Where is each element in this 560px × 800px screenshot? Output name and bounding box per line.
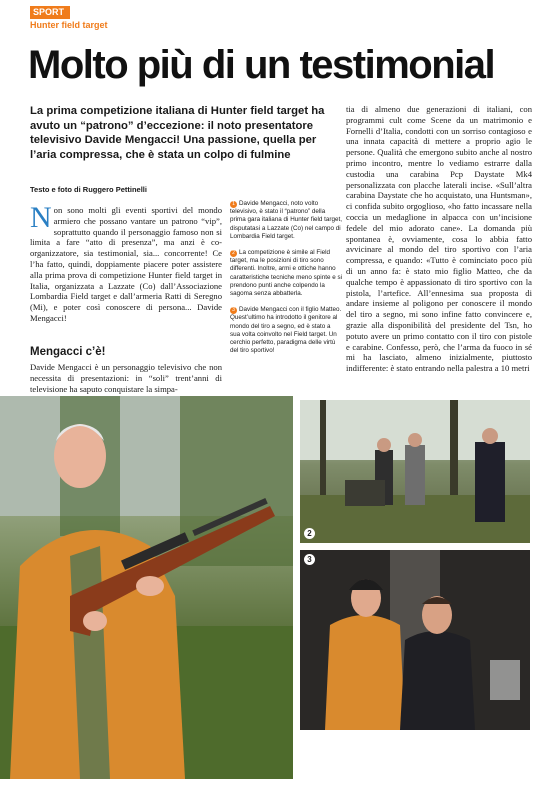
column-1-body: Davide Mengacci è un personaggio televisivo che non necessita di presentazioni: in “soli” trent’anni di televisione ha saputo conquistare la simpa- (30, 362, 222, 394)
caption-number: 2 (230, 250, 237, 257)
intro-paragraph: on sono molti gli eventi sportivi del mondo armiero che possano vantare un patrono “vip”, soprattutto quando il personaggio famoso non si limita a fare “atto di presenza”, ma anzi è co-organizzatore, sia testimonial, sia... concorrente! Ce l’ha fatto, quindi, doppiamente piacere poter assistere alla prima prova di competizione Hunter field target in Italia, organizzata a Lazzate (Co) dall’Associazione Lombardia Field target e dall’armeria Ratti di Seregno (Mi), e poter così conoscere di persona... Davide Mengacci! (30, 205, 222, 323)
photo-mengacci-son (300, 550, 530, 730)
section-tag: SPORT (30, 6, 70, 19)
caption-number: 3 (230, 307, 237, 314)
photo-mengacci-rifle (0, 396, 293, 779)
photo-competition-field (300, 400, 530, 543)
photo-illustration (0, 396, 293, 779)
section-heading: Mengacci c’è! (30, 346, 106, 358)
column-3-body: tia di almeno due generazioni di italiani, con programmi cult come Scene da un matrimonio e Fornelli d’Italia, condotti con un sorriso contagioso e una innata capacità di mettere a proprio agio le persone. Qualità che emergono subito anche al nostro primo incontro, mentre lo vediamo estrarre dalla custodia una carabina Pcp Daystate Mk4 personalizzata con placche laterali incise. «Sull’altra carabina Daystate che ho acquistato, una Huntsman», ci confida subito orgoglioso, «ho fatto incassare nella coccia un medaglione in alpacca con un’incisione fedele del mio adorato cane». La domanda più spontanea è, ovviamente, cosa lo abbia fatto avvicinare al mondo del tiro sportivo con l’aria compressa, e quando: «Tutto è cominciato poco più di un anno fa: è stato mio figlio Matteo, che da qualche tempo è appassionato di tiro sportivo con la pistola, l’artefice. All’ennesima sua proposta di andare insieme al poligono per conoscere il mondo del tiro a segno, mi sono infine fatto convincere e, grazie alla disponibilità del presidente del Tsn, ho potuto avere un primo contatto con il tiro con pistole e carabine. Confesso, però, che l’arma da fuoco in sé mi ha lasciato, almeno inizialmente, piuttosto indifferente: è stato entrando nella palestra a 10 metri (346, 104, 532, 374)
byline: Testo e foto di Ruggero Pettinelli (30, 185, 147, 194)
photo-number: 3 (304, 554, 315, 565)
caption-1 (230, 200, 342, 241)
subsection-label: Hunter field target (30, 20, 108, 30)
caption-number: 1 (230, 201, 237, 208)
article-title: Molto più di un testimonial (28, 43, 495, 87)
caption-text: La competizione è simile al Field target, ma le posizioni di tiro sono differenti. Inoltre, armi e ottiche hanno caratteristiche tecniche meno spinte e si prendono punti anche colpendo la sagoma senza abbatterla. (230, 249, 343, 298)
caption-3 (230, 306, 342, 355)
photo-illustration (300, 550, 530, 730)
photo-captions (230, 200, 342, 363)
dropcap: N (30, 201, 52, 234)
caption-text: Davide Mengacci, noto volto televisivo, è stato il “patrono” della prima gara italiana di Hunter field target, disputatasi a Lazzate (Co) nel campo di Lombardia Field target. (230, 200, 343, 240)
article-lead: La prima competizione italiana di Hunter field target ha avuto un “patrono” d’eccezione: il noto presentatore televisivo Davide Mengacci! Una passione, quella per l’aria compressa, che è stata un colpo di fulmine (30, 105, 325, 161)
photo-number: 2 (304, 528, 315, 539)
caption-text: Davide Mengacci con il figlio Matteo. Quest’ultimo ha introdotto il genitore al mondo del tiro a segno, ed è stato a sua volta coinvolto nel Field target. Un cerchio perfetto, paradigma delle virtù del tiro sportivo! (230, 306, 342, 355)
photo-illustration (300, 400, 530, 543)
caption-2 (230, 249, 342, 298)
column-1-intro (30, 201, 222, 324)
